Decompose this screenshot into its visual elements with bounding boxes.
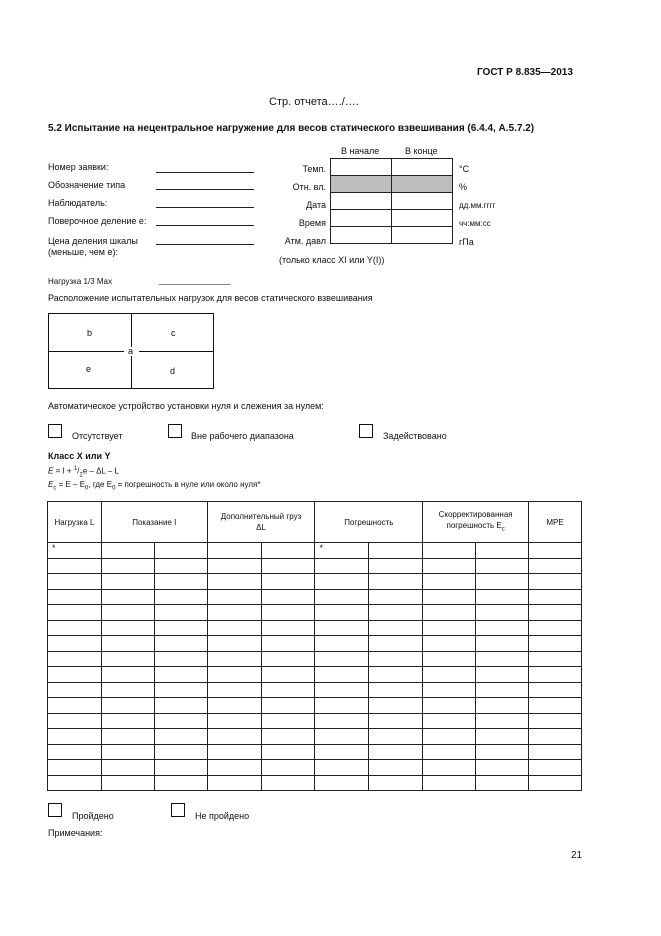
zero-absent-label: Отсутствует [72, 431, 123, 441]
scale-division-field[interactable] [156, 244, 254, 245]
standard-number: ГОСТ Р 8.835—2013 [477, 67, 573, 78]
formula-ec: $E_c = E - E_0$, где $E_0$ = погрешность в нуле или около нуля* [48, 480, 261, 492]
section-title: 5.2 Испытание на нецентральное нагружение для весов статического взвешивания (6.4.4, А.5.7.2) [48, 123, 535, 134]
table-cell[interactable]: * [48, 543, 102, 559]
zero-absent-checkbox[interactable] [48, 424, 62, 438]
pass-label: Пройдено [72, 811, 114, 821]
table-row [48, 558, 582, 574]
zero-enabled-checkbox[interactable] [359, 424, 373, 438]
env-unit-time: чч:мм:сс [459, 219, 491, 228]
header-error: Погрешность [315, 502, 423, 543]
table-cell[interactable] [154, 543, 207, 559]
table-cell[interactable] [476, 543, 529, 559]
formula-e: $E = I + ^1/_2e - \Delta L - L$ [48, 466, 119, 479]
env-cell[interactable] [392, 193, 453, 210]
env-cell[interactable] [331, 159, 392, 176]
table-row [48, 713, 582, 729]
env-label-pressure: Атм. давл [284, 236, 326, 246]
env-cell[interactable] [331, 176, 392, 193]
env-unit-pressure: гПа [459, 237, 474, 247]
grid-divider [49, 351, 124, 352]
table-cell[interactable] [207, 543, 261, 559]
table-cell[interactable] [261, 543, 315, 559]
header-mpe: MPE [529, 502, 582, 543]
env-cell[interactable] [392, 227, 453, 244]
type-designation-field[interactable] [156, 189, 254, 190]
scale-division-note: (меньше, чем e): [48, 247, 118, 257]
zero-outside-checkbox[interactable] [168, 424, 182, 438]
env-cell[interactable] [331, 193, 392, 210]
observer-field[interactable] [156, 207, 254, 208]
environment-table [330, 158, 453, 244]
env-label-humidity: Отн. вл. [292, 182, 326, 192]
zero-enabled-label: Задействовано [383, 431, 447, 441]
env-cell[interactable] [331, 227, 392, 244]
position-e: e [86, 364, 92, 374]
position-c: c [171, 328, 176, 338]
grid-divider [131, 356, 132, 389]
table-row [48, 760, 582, 776]
table-cell[interactable]: * [315, 543, 369, 559]
env-unit-temp: °C [459, 164, 470, 174]
observer-label: Наблюдатель: [48, 198, 108, 208]
table-cell[interactable] [101, 543, 154, 559]
env-unit-humidity: % [459, 182, 468, 192]
table-row [48, 775, 582, 791]
position-a: a [128, 346, 134, 356]
table-row [48, 543, 582, 559]
header-load: Нагрузка L [48, 502, 102, 543]
table-row [48, 667, 582, 683]
zero-device-title: Автоматическое устройство установки нуля и слежения за нулем: [48, 401, 324, 411]
fail-checkbox[interactable] [171, 803, 185, 817]
table-row [48, 698, 582, 714]
env-cell[interactable] [392, 176, 453, 193]
table-row [48, 729, 582, 745]
report-page: Стр. отчета…./…. [269, 96, 359, 108]
table-cell[interactable] [423, 543, 476, 559]
env-col-end: В конце [405, 146, 438, 156]
results-table [47, 501, 582, 791]
scale-division-label: Цена деления шкалы [48, 236, 138, 246]
env-unit-date: дд.мм.гггг [459, 201, 496, 210]
load-label: Нагрузка 1/3 Max [48, 277, 112, 286]
env-label-date: Дата [306, 200, 326, 210]
grid-divider [131, 314, 132, 347]
type-designation-label: Обозначение типа [48, 180, 126, 190]
env-label-time: Время [298, 218, 326, 228]
position-b: b [87, 328, 93, 338]
table-cell[interactable] [369, 543, 423, 559]
class-title: Класс X или Y [48, 451, 111, 461]
notes-label: Примечания: [48, 828, 103, 838]
pass-checkbox[interactable] [48, 803, 62, 817]
env-label-temp: Темп. [302, 164, 326, 174]
zero-outside-label: Вне рабочего диапазона [191, 431, 294, 441]
table-row [48, 744, 582, 760]
env-cell[interactable] [392, 159, 453, 176]
env-cell[interactable] [331, 210, 392, 227]
table-row [48, 589, 582, 605]
header-corrected-error: Скорректированная погрешность $E_c$ [423, 502, 529, 543]
header-reading: Показание I [101, 502, 207, 543]
load-field[interactable]: ________________ [159, 276, 231, 285]
env-note: (только класс XI или Y(I)) [279, 255, 385, 265]
table-row [48, 620, 582, 636]
env-col-start: В начале [341, 146, 380, 156]
grid-divider [139, 351, 214, 352]
table-row [48, 605, 582, 621]
positions-title: Расположение испытательных нагрузок для весов статического взвешивания [48, 293, 373, 303]
load-position-diagram [48, 313, 214, 389]
table-row [48, 574, 582, 590]
verification-division-field[interactable] [156, 225, 254, 226]
header-additional-load: Дополнительный груз ΔL [207, 502, 315, 543]
page-number: 21 [571, 850, 583, 861]
env-cell[interactable] [392, 210, 453, 227]
position-d: d [170, 366, 176, 376]
fail-label: Не пройдено [195, 811, 250, 821]
table-row [48, 636, 582, 652]
table-row [48, 682, 582, 698]
request-no-label: Номер заявки: [48, 162, 109, 172]
request-no-field[interactable] [156, 172, 254, 173]
table-row [48, 651, 582, 667]
table-cell[interactable] [529, 543, 582, 559]
verification-division-label: Поверочное деление e: [48, 216, 147, 226]
